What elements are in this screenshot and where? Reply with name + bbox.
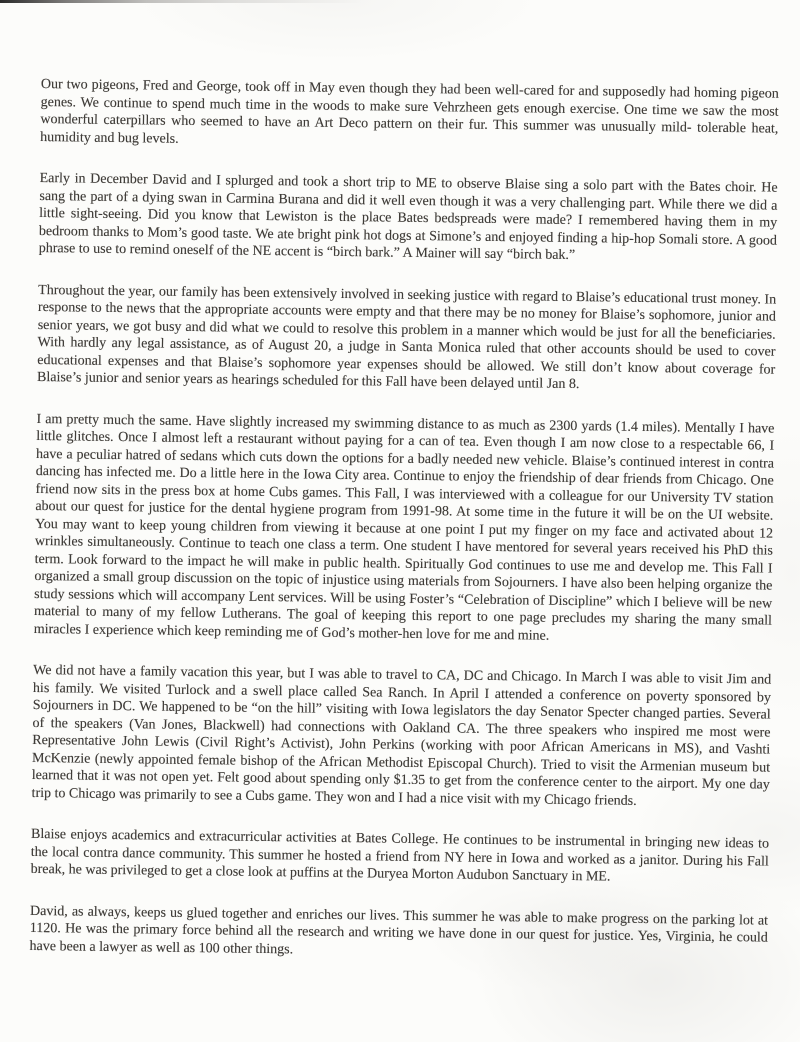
paragraph-blaise: Blaise enjoys academics and extracurricular activities at Bates College. He continues to be instrumental in bringing new ideas to the local contra dance community. This summer he hosted a friend from NY here in Iowa and worked as a janitor. During his Fall break, he was privileged to get a close look at puffins at the Duryea Morton Audubon Sanctuary in ME. [30, 826, 770, 885]
paragraph-personal-update: I am pretty much the same. Have slightly increased my swimming distance to as much as 2300 yards (1.4 miles). Mentally I have little glitches. Once I almost left a restaurant without paying for a can of tea. Even though I am now close to a respectable 66, I have a peculiar hatred of sedans which cuts down the options for a badly needed new vehicle. Blaise’s continued interest in contra dancing has infected me. Do a little here in the Iowa City area. Continue to enjoy the friendship of dear friends from Chicago. One friend now sits in the press box at home Cubs games. This Fall, I was interviewed with a colleague for our University TV station about our quest for justice for the dental hygiene program from 1991-98. At some time in the future it will be on the UI website. You may want to keep young children from viewing it because at one point I put my finger on my face and activated about 12 wrinkles simultaneously. Continue to teach one class a term. One student I have mentored for several years received his PhD this term. Look forward to the impact he will make in public health. Spiritually God continues to use me and develop me. This Fall I organized a small group discussion on the topic of injustice using materials from Sojourners. I have also been helping organize the study sessions which will accompany Lent services. Will be using Foster’s “Celebration of Discipline” which I believe will be new material to many of my fellow Lutherans. The goal of keeping this report to one page precludes my sharing the many small miracles I experience which keep reminding me of God’s mother-hen love for me and mine. [33, 411, 775, 644]
scanner-edge-artifact [0, 0, 366, 3]
letter-body [29, 76, 778, 965]
paragraph-maine-trip: Early in December David and I splurged and took a short trip to ME to observe Blaise sing a solo part with the Bates choir. He sang the part of a dying swan in Carmina Burana and did it well even though it was a very challenging part. While there we did a little sight-seeing. Did you know that Lewiston is the place Bates bedspreads were made? I remembered having them in my bedroom thanks to Mom’s good taste. We ate bright pink hot dogs at Simone’s and enjoyed finding a hip-hop Somali store. A good phrase to use to remind oneself of the NE accent is “birch bark.” A Mainer will say “birch bak.” [38, 170, 778, 264]
paragraph-david: David, as always, keeps us glued together and enriches our lives. This summer he was able to make progress on the parking lot at 1120. He was the primary force behind all the research and writing we have done in our quest for justice. Yes, Virginia, he could have been a lawyer as well as 100 other things. [29, 903, 769, 957]
paragraph-trust-justice: Throughout the year, our family has been extensively involved in seeking justice with regard to Blaise’s educational trust money. In response to the news that the appropriate accounts were empty and that there may be no money for Blaise’s sophomore, junior and senior years, we got busy and did what we could to resolve this problem in a manner which would be just for all the beneficiaries. With hardly any legal assistance, as of August 20, a judge in Santa Monica ruled that other accounts should be used to cover educational expenses and that Blaise’s sophomore year expenses should be allowed. We still don’t know about coverage for Blaise’s junior and senior years as hearings scheduled for this Fall have been delayed until Jan 8. [36, 282, 777, 393]
paragraph-travel: We did not have a family vacation this year, but I was able to travel to CA, DC and Chicago. In March I was able to visit Jim and his family. We visited Turlock and a swell place called Sea Ranch. In April I attended a conference on poverty sponsored by Sojourners in DC. We happened to be “on the hill” visiting with Iowa legislators the day Senator Specter changed parties. Several of the speakers (Van Jones, Blackwell) had connections with Oakland CA. The three speakers who inspired me most were Representative John Lewis (Civil Right’s Activist), John Perkins (working with poor African Americans in MS), and Vashti McKenzie (newly appointed female bishop of the African Methodist Episcopal Church). Tried to visit the Armenian museum but learned that it was not open yet. Felt good about spending only $1.35 to get from the conference center to the airport. My one day trip to Chicago was primarily to see a Cubs game. They won and I had a nice visit with my Chicago friends. [31, 662, 772, 809]
paragraph-pigeons: Our two pigeons, Fred and George, took off in May even though they had been well-cared for and supposedly had homing pigeon genes. We continue to spend much time in the woods to make sure Vehrzheen gets enough exercise. One time we saw the most wonderful caterpillars who seemed to have an Art Deco pattern on their fur. This summer was unusually mild- tolerable heat, humidity and bug levels. [40, 76, 779, 147]
